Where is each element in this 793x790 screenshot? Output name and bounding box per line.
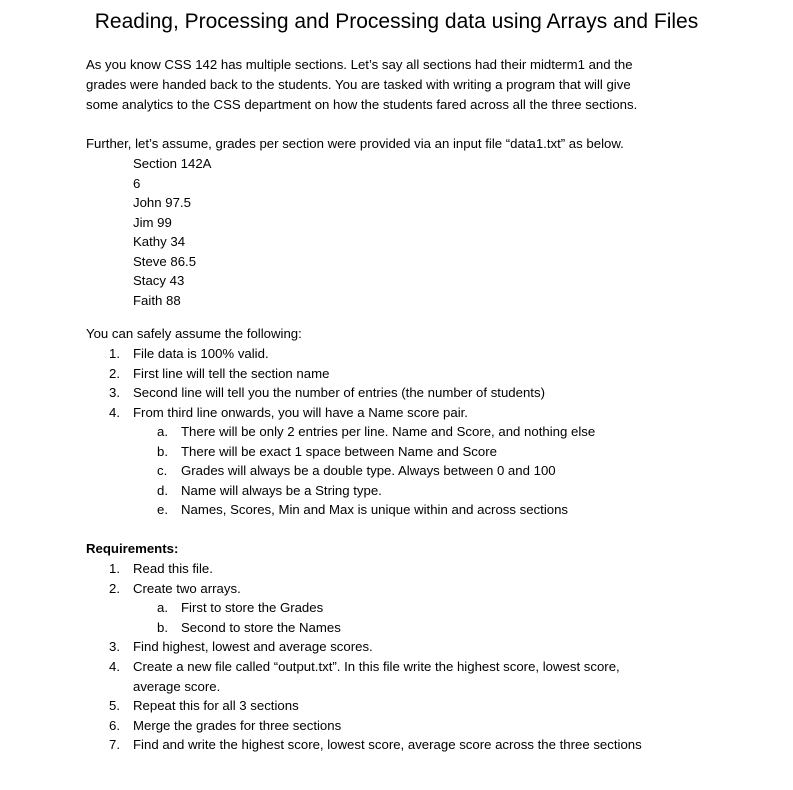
list-item — [157, 422, 737, 442]
item-number: 7. — [109, 737, 120, 753]
intro-line: As you know CSS 142 has multiple sections. Let’s say all sections had their midterm1 and the — [86, 57, 633, 72]
sample-line: Kathy 34 — [133, 234, 186, 249]
item-number: 2. — [109, 580, 120, 596]
item-letter: a. — [157, 424, 168, 439]
item-letter: b. — [157, 619, 168, 635]
list-item — [157, 618, 749, 638]
item-text: Repeat this for all 3 sections — [133, 698, 299, 714]
item-number: 3. — [109, 639, 120, 655]
list-item — [109, 364, 729, 384]
item-letter: e. — [157, 502, 168, 518]
list-item — [157, 461, 737, 481]
list-item — [157, 481, 737, 501]
assumptions-heading: You can safely assume the following: — [86, 326, 302, 341]
item-text: Second line will tell you the number of entries (the number of students) — [133, 385, 545, 401]
item-text: First to store the Grades — [181, 600, 324, 616]
document-title: Reading, Processing and Processing data using Arrays and Files — [94, 10, 699, 33]
list-item — [109, 403, 729, 423]
list-item — [157, 500, 737, 520]
item-number: 3. — [109, 385, 120, 401]
list-item — [109, 657, 749, 677]
item-number: 6. — [109, 717, 120, 733]
item-letter: c. — [157, 463, 168, 479]
sample-line: John 97.5 — [133, 195, 191, 210]
item-number: 4. — [109, 404, 120, 420]
item-text: Names, Scores, Min and Max is unique within and across sections — [181, 502, 569, 518]
intro-line: some analytics to the CSS department on how the students fared across all the three sections. — [86, 97, 638, 112]
item-number: 2. — [109, 365, 120, 381]
item-text: Create a new file called “output.txt”. In this file write the highest score, lowest score, — [133, 658, 620, 674]
item-text: Name will always be a String type. — [181, 482, 382, 498]
list-item — [109, 383, 729, 403]
list-item — [109, 344, 729, 364]
item-number: 1. — [109, 346, 120, 361]
list-item — [109, 579, 749, 599]
item-text: Find highest, lowest and average scores. — [133, 639, 373, 655]
further-paragraph: Further, let’s assume, grades per section were provided via an input file “data1.txt” as below. — [86, 136, 624, 151]
sample-file-contents — [133, 154, 211, 310]
item-text: From third line onwards, you will have a Name score pair. — [133, 404, 468, 420]
sample-line: Faith 88 — [133, 292, 181, 308]
item-text: Second to store the Names — [181, 619, 341, 635]
item-text: File data is 100% valid. — [133, 346, 269, 361]
item-text-continuation: average score. — [133, 678, 221, 694]
sub-assumptions-list — [157, 422, 737, 520]
list-item — [109, 637, 749, 657]
list-item — [109, 716, 749, 736]
list-item — [109, 559, 749, 579]
item-text: Create two arrays. — [133, 580, 241, 596]
requirements-heading: Requirements: — [86, 541, 179, 556]
requirements-list — [109, 559, 749, 755]
intro-line: grades were handed back to the students. You are tasked with writing a program that will give — [86, 77, 631, 92]
sample-line: Stacy 43 — [133, 273, 185, 288]
sample-line: Section 142A — [133, 156, 212, 171]
list-item — [109, 696, 749, 716]
sample-line: 6 — [133, 175, 141, 191]
item-letter: d. — [157, 482, 168, 498]
assumptions-list — [109, 344, 729, 422]
sample-line: Jim 99 — [133, 214, 172, 230]
item-text: Read this file. — [133, 561, 213, 576]
item-number: 1. — [109, 561, 120, 576]
item-number: 4. — [109, 658, 120, 674]
item-text: Grades will always be a double type. Always between 0 and 100 — [181, 463, 556, 479]
sample-line: Steve 86.5 — [133, 253, 197, 269]
list-item — [157, 442, 737, 462]
intro-paragraph — [86, 55, 726, 115]
item-number: 5. — [109, 698, 120, 714]
item-text: First line will tell the section name — [133, 365, 330, 381]
item-letter: b. — [157, 443, 168, 459]
list-item — [109, 735, 749, 755]
list-item — [157, 598, 749, 618]
item-text: There will be exact 1 space between Name and Score — [181, 443, 497, 459]
item-text: Merge the grades for three sections — [133, 717, 342, 733]
item-text: There will be only 2 entries per line. Name and Score, and nothing else — [181, 424, 596, 439]
item-text: Find and write the highest score, lowest score, average score across the three sections — [133, 737, 642, 753]
item-letter: a. — [157, 600, 168, 616]
